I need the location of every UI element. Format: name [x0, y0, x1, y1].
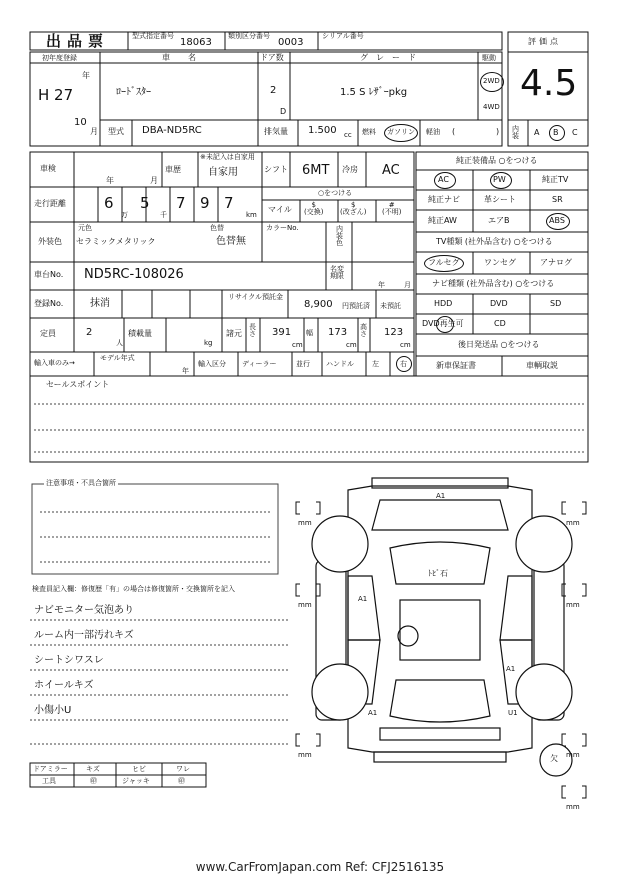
mileage-digit-5: 7	[224, 194, 234, 212]
mileage-label: 走行距離	[34, 199, 66, 208]
memo-line-5: 小傷小U	[34, 705, 72, 716]
height-label: 高さ	[360, 323, 367, 338]
mm-fl: mm	[298, 519, 312, 527]
use-note: ※未記入は自家用	[200, 153, 255, 161]
model-value: DBA-ND5RC	[142, 125, 202, 136]
paint-value: 色替無	[216, 236, 246, 247]
fuel-label: 燃料	[362, 128, 376, 136]
grade-score: 4.5	[520, 63, 578, 104]
equip-pw: PW	[493, 175, 506, 184]
notes-title: 注意事項・不具合箇所	[46, 479, 116, 487]
equip-abs: ABS	[549, 216, 565, 225]
diesel-label: 軽油	[426, 128, 440, 136]
mm-mr: mm	[566, 601, 580, 609]
reg-value: 抹消	[90, 298, 110, 309]
equip-tv: 純正TV	[542, 175, 569, 184]
navi-dvdplay: DVD再生可	[422, 319, 464, 328]
equip-title: 純正装備品 ○をつける	[456, 156, 538, 165]
height-cm: cm	[400, 341, 411, 349]
load-unit: kg	[204, 339, 213, 347]
mileage-digit-4: 9	[200, 194, 210, 212]
grade-value: 1.5 S ﾚｻﾞｰpkg	[340, 87, 408, 98]
tamper-label: $ (改ざん)	[340, 201, 367, 216]
mark-rear-right-wheel: U1	[508, 709, 518, 717]
chassis-value: ND5RC-108026	[84, 267, 184, 282]
doors-value: 2	[270, 85, 277, 96]
doors-label: ドア数	[260, 53, 284, 62]
missing-jack-stamp: ㊞	[178, 777, 185, 785]
dealer-label: ディーラー	[242, 360, 277, 368]
displacement-value: 1.500	[308, 125, 337, 136]
grade-label: グレード	[360, 53, 424, 62]
width-label: 幅	[306, 329, 313, 337]
length-cm: cm	[292, 341, 303, 349]
inspection-month-unit: 月	[150, 176, 158, 185]
interior-c: C	[572, 128, 578, 137]
exchange-label: $ (交換)	[304, 201, 324, 216]
memo-line-4: ホイールキズ	[34, 680, 94, 691]
drive-2wd: 2WD	[483, 77, 500, 85]
reg-label: 登録No.	[34, 299, 64, 308]
missing-tools: 工具	[42, 777, 56, 785]
mark-missing: 欠	[550, 754, 558, 763]
parallel-label: 並行	[296, 360, 310, 368]
equip-navi: 純正ナビ	[428, 195, 460, 204]
equip-leather: 革シート	[484, 195, 516, 204]
memo-line-1: ナビモニター気泡あり	[34, 605, 134, 616]
mark-front-left-door: A1	[358, 595, 368, 603]
handle-left: 左	[372, 360, 379, 368]
shift-label: シフト	[264, 165, 288, 174]
name-change-year: 年	[378, 281, 385, 289]
unknown-label: # (不明)	[382, 201, 402, 216]
missing-crack: ヒビ	[132, 765, 146, 773]
orig-color-label: 元色	[78, 224, 92, 232]
month-label: 月	[90, 127, 98, 136]
missing-scratch: キズ	[86, 765, 100, 773]
equip-aw: 純正AW	[428, 216, 457, 225]
first-reg-month: 10	[74, 117, 87, 128]
capacity-value: 2	[86, 327, 93, 338]
navi-hdd: HDD	[434, 299, 453, 308]
displacement-label: 排気量	[264, 127, 288, 136]
man-unit: 万	[121, 211, 128, 219]
drive-label: 駆動	[482, 54, 496, 62]
height-value: 123	[384, 327, 404, 338]
length-label: 長さ	[249, 323, 256, 338]
fuel-paren-close: )	[496, 127, 500, 136]
import-label: 輸入車のみ→	[34, 359, 75, 367]
memo-line-2: ルーム内一部汚れキズ	[34, 630, 134, 641]
mileage-digit-1: 6	[104, 194, 114, 212]
width-value: 173	[328, 327, 348, 338]
mark-rear-right: A1	[506, 665, 516, 673]
recycle-value: 8,900	[304, 299, 333, 310]
handle-label: ハンドル	[326, 360, 354, 368]
mile-check: ○をつける	[318, 189, 353, 197]
inspection-year-unit: 年	[106, 176, 114, 185]
name-change-month: 月	[404, 281, 411, 289]
equip-ac: AC	[438, 175, 449, 184]
shift-value: 6MT	[302, 163, 330, 178]
capacity-unit: 人	[116, 339, 123, 347]
mm-spare: mm	[566, 803, 580, 811]
mileage-digit-3: 7	[176, 194, 186, 212]
model-year-label: モデル年式	[100, 354, 135, 362]
mark-hood: A1	[436, 492, 446, 500]
mark-windshield: ﾄﾋﾞ石	[428, 569, 448, 578]
capacity-label: 定員	[40, 329, 56, 338]
equip-airbag: エアB	[488, 216, 510, 225]
cooler-label: 冷房	[342, 165, 358, 174]
length-value: 391	[272, 327, 292, 338]
km-unit: km	[246, 211, 257, 219]
memo-line-3: シートシワスレ	[34, 655, 104, 666]
fuel-paren-open: (	[452, 127, 456, 136]
recycle-unit: 円預託済	[342, 302, 370, 310]
sales-point-box	[30, 376, 588, 462]
first-reg-year: H 27	[38, 86, 74, 104]
year-label: 年	[82, 71, 90, 80]
tv-oneseg: ワンセグ	[484, 258, 516, 267]
mile-label: マイル	[268, 205, 292, 214]
cooler-value: AC	[382, 163, 400, 178]
car-name: ﾛｰﾄﾞｽﾀｰ	[116, 87, 151, 98]
tv-analog: アナログ	[540, 258, 572, 267]
sheet-title: 出品票	[46, 32, 110, 50]
type-no-label: 型式指定番号	[132, 32, 174, 40]
use-label: 車歴	[165, 165, 181, 174]
mark-rear-left: A1	[368, 709, 378, 717]
width-cm: cm	[346, 341, 357, 349]
interior-a: A	[534, 128, 540, 137]
category-no: 0003	[278, 37, 304, 48]
mm-rl: mm	[298, 751, 312, 759]
recycle-label: リサイクル預託金	[228, 293, 284, 301]
sales-point-label: セールスポイント	[46, 380, 110, 389]
docs-manual: 車輌取説	[526, 361, 558, 370]
car-name-label: 車名	[162, 53, 214, 62]
watermark-caption: www.CarFromJapan.com Ref: CFJ2516135	[195, 860, 445, 874]
tv-fullseg: フルセグ	[428, 258, 460, 267]
model-label: 型式	[108, 127, 124, 136]
serial-label: シリアル番号	[322, 32, 364, 40]
category-label: 類別区分番号	[228, 32, 270, 40]
inspection-label: 車検	[40, 164, 56, 173]
memo-title: 検査員記入欄：修復歴「有」の場合は修復箇所・交換箇所を記入	[32, 585, 235, 593]
cc-label: cc	[344, 131, 352, 139]
orig-color-value: セラミックメタリック	[76, 237, 156, 246]
equip-sr: SR	[552, 195, 563, 204]
navi-cd: CD	[494, 319, 506, 328]
recycle-unpaid: 未預託	[380, 302, 401, 310]
drive-4wd: 4WD	[483, 103, 500, 111]
name-change-label: 名変期限	[330, 265, 344, 280]
fuel-gasoline: ガソリン	[387, 128, 415, 136]
navi-dvd: DVD	[490, 299, 508, 308]
mm-rr: mm	[566, 751, 580, 759]
color-no-label: カラーNo.	[266, 224, 299, 232]
handle-right: 右	[400, 360, 407, 368]
navi-title: ナビ種類 (社外品含む) ○をつける	[432, 279, 555, 288]
door-type: D	[280, 107, 287, 116]
thousand-unit: 千	[160, 211, 167, 219]
interior-label: 内装	[512, 125, 519, 140]
missing-tools-stamp: ㊞	[90, 777, 97, 785]
use-value: 自家用	[208, 167, 238, 178]
docs-warranty: 新車保証書	[436, 361, 476, 370]
exterior-label: 外装色	[38, 237, 62, 246]
navi-sd: SD	[550, 299, 562, 308]
chassis-label: 車台No.	[34, 270, 64, 279]
grade-score-title: 評価点	[528, 37, 561, 46]
interior-b: B	[553, 128, 559, 137]
missing-jack: ジャッキ	[122, 777, 150, 785]
import-cat-label: 輸入区分	[198, 360, 226, 368]
docs-title: 後日発送品 ○をつける	[458, 340, 540, 349]
mm-ml: mm	[298, 601, 312, 609]
paint-label: 色替	[210, 224, 224, 232]
missing-broken: ワレ	[176, 765, 190, 773]
model-year-unit: 年	[182, 367, 189, 375]
mileage-digit-2: 5	[140, 194, 150, 212]
load-label: 積載量	[128, 329, 152, 338]
dims-label: 諸元	[226, 329, 242, 338]
mm-fr: mm	[566, 519, 580, 527]
missing-mirror: ドアミラー	[33, 765, 68, 773]
type-no: 18063	[180, 37, 212, 48]
interior-color-label: 内装色	[336, 225, 343, 247]
first-reg-label: 初年度登録	[42, 54, 77, 62]
tv-title: TV種類 (社外品含む) ○をつける	[436, 237, 553, 246]
